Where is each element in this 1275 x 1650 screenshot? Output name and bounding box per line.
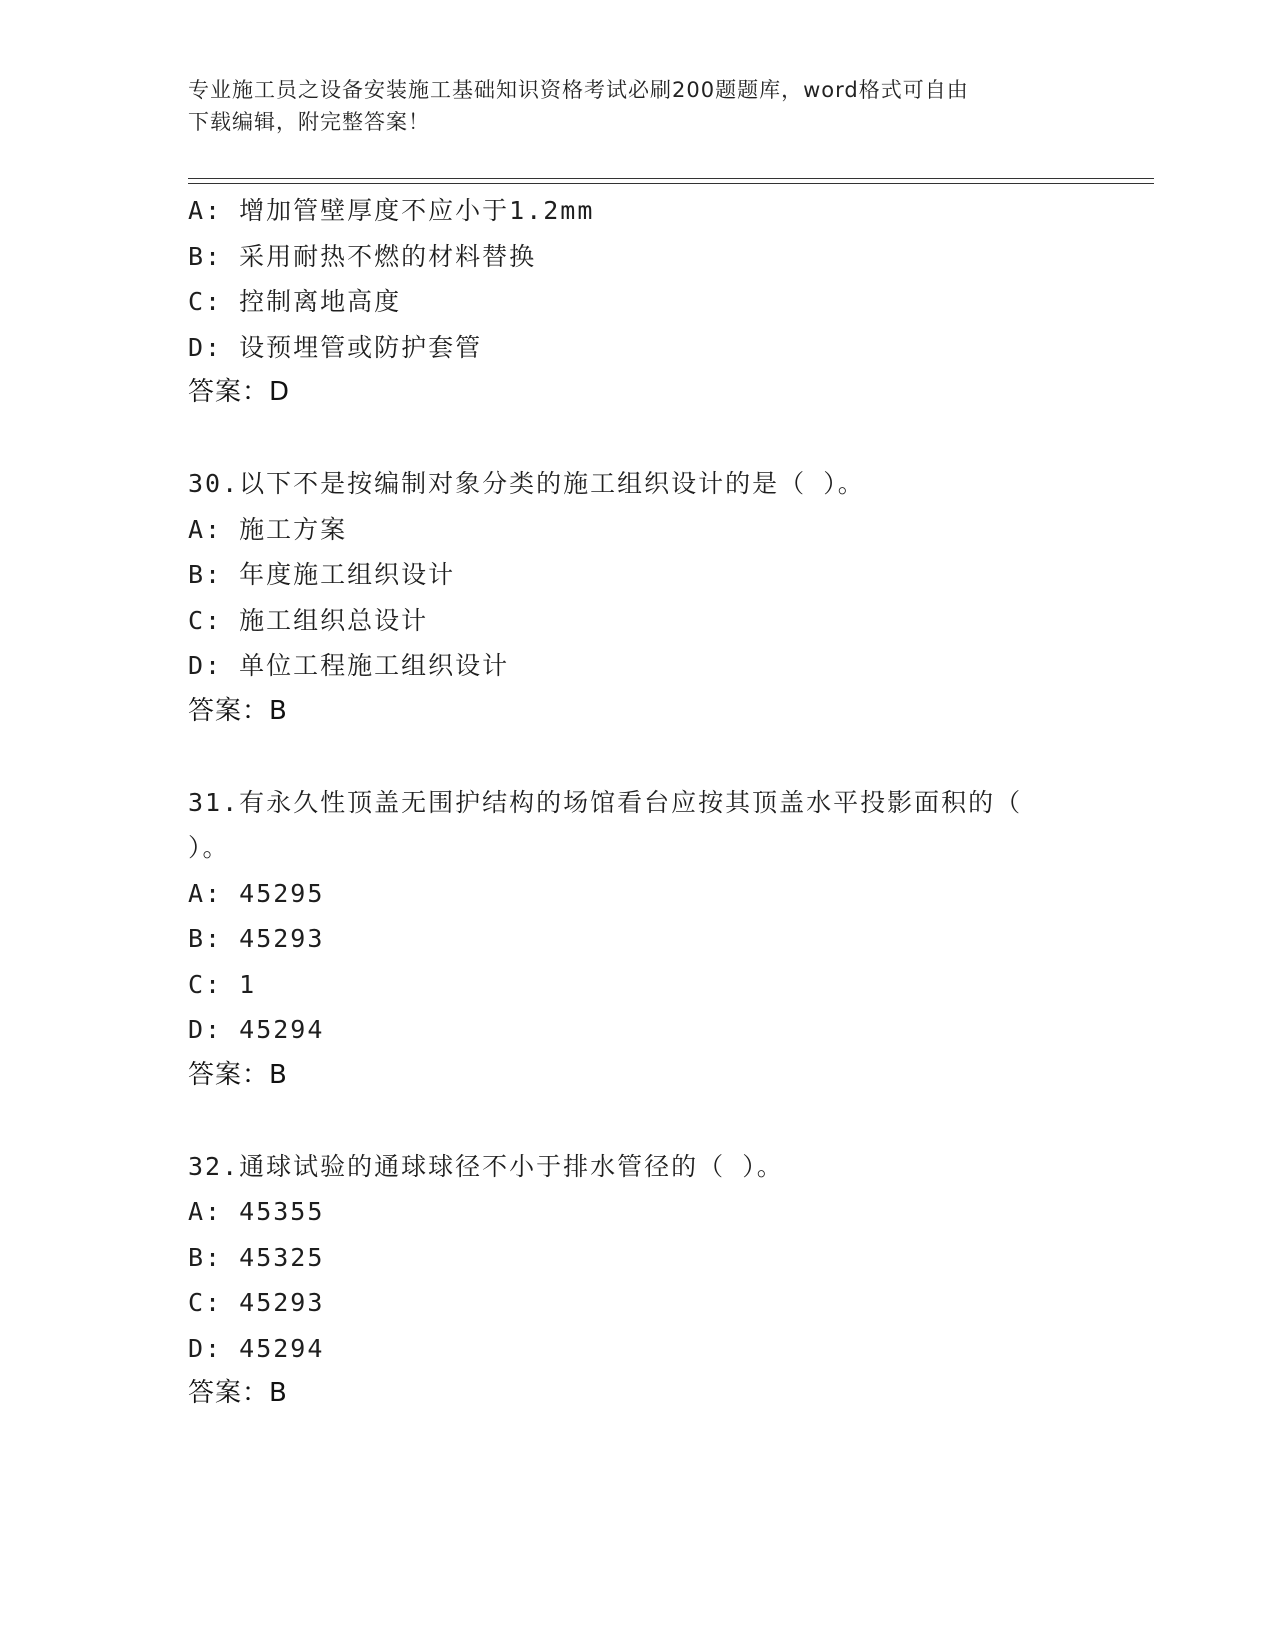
header-line-2: 下载编辑，附完整答案！ xyxy=(188,110,430,134)
spacer xyxy=(188,416,1108,462)
option-c: C: 1 xyxy=(188,969,257,999)
answer-line: 答案：B xyxy=(188,1059,288,1090)
option-c: C: 施工组织总设计 xyxy=(188,605,429,635)
option-a: A: 增加管壁厚度不应小于1.2mm xyxy=(188,196,595,225)
option-a: A: 45295 xyxy=(188,878,325,908)
spacer xyxy=(188,1098,1108,1144)
option-d: D: 单位工程施工组织设计 xyxy=(188,651,510,680)
answer-line: 答案：B xyxy=(188,695,288,726)
header-line-1: 专业施工员之设备安装施工基础知识资格考试必刷200题题库，word格式可自由 xyxy=(188,78,969,102)
question-31 xyxy=(188,780,1108,1099)
option-c: C: 45293 xyxy=(188,1288,325,1317)
option-b: B: 45293 xyxy=(188,924,325,953)
header-divider-bottom xyxy=(188,183,1154,184)
question-list xyxy=(188,188,1108,1417)
option-d: D: 45294 xyxy=(188,1015,325,1044)
answer-line: 答案：D xyxy=(188,377,291,407)
question-32 xyxy=(188,1144,1108,1417)
option-b: B: 采用耐热不燃的材料替换 xyxy=(188,241,537,271)
option-d: D: 45294 xyxy=(188,1333,325,1363)
header-divider-top xyxy=(188,178,1154,179)
option-b: B: 年度施工组织设计 xyxy=(188,560,456,589)
option-c: C: 控制离地高度 xyxy=(188,287,402,316)
question-stem: 30.以下不是按编制对象分类的施工组织设计的是（ ）。 xyxy=(188,469,865,498)
question-stem: 32.通球试验的通球球径不小于排水管径的（ ）。 xyxy=(188,1151,784,1181)
question-stem-line-1: 31.有永久性顶盖无围护结构的场馆看台应按其顶盖水平投影面积的（ xyxy=(188,787,1023,817)
option-d: D: 设预埋管或防护套管 xyxy=(188,332,483,362)
option-a: A: 施工方案 xyxy=(188,514,348,544)
option-a: A: 45355 xyxy=(188,1197,325,1226)
question-30 xyxy=(188,461,1108,734)
document-header xyxy=(188,74,1088,138)
answer-line: 答案：B xyxy=(188,1378,288,1408)
question-29 xyxy=(188,188,1108,416)
spacer xyxy=(188,734,1108,780)
option-b: B: 45325 xyxy=(188,1242,325,1272)
question-stem-line-2: ）。 xyxy=(188,833,230,862)
